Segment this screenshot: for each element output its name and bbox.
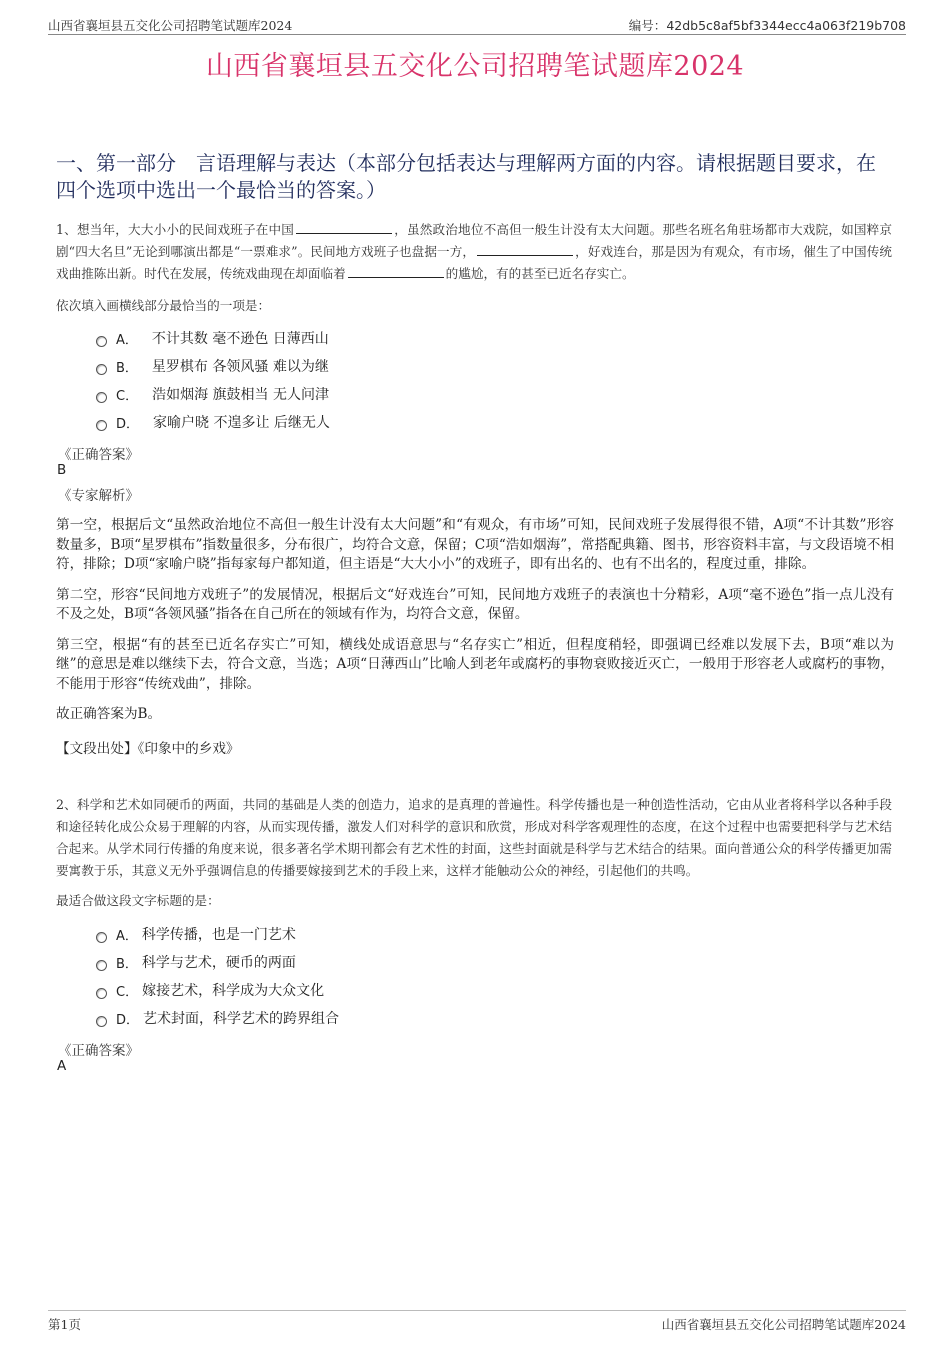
- option-text: 浩如烟海 旗鼓相当 无人问津: [152, 387, 329, 403]
- header-code-label: 编号：: [628, 18, 667, 33]
- footer-page-number: 第1页: [48, 1317, 81, 1332]
- radio-icon[interactable]: [96, 988, 107, 999]
- option-key: B．: [116, 360, 138, 376]
- radio-icon[interactable]: [96, 960, 107, 971]
- q2-option-c[interactable]: [96, 976, 339, 1004]
- question-1-options: [96, 324, 330, 436]
- analysis-conclusion: 故正确答案为B。: [56, 706, 162, 722]
- question-1-text: [56, 219, 892, 285]
- analysis-paragraph-2: 第二空，形容“民间地方戏班子”的发展情况，根据后文“好戏连台”可知，民间地方戏班子的表演也十分精彩，A项“毫不逊色”指一点儿没有不及之处，B项“各领风骚”指各在自己所在的领域有作为，均符合文意，保留。: [56, 586, 894, 622]
- q1-text-part-4: 的尴尬，有的甚至已近名存实亡。: [445, 266, 635, 281]
- q1-option-b[interactable]: [96, 352, 330, 380]
- q1-text-part-3: ，好戏连台，那是因为有观众，有市场，催生了中国传统戏曲推陈出新。时代在发展，传统戏曲现在却面临着: [56, 244, 892, 281]
- radio-icon[interactable]: [96, 336, 107, 347]
- option-key: A．: [116, 332, 138, 348]
- q1-text-part-2: ，虽然政治地位不高但一般生计没有太大问题。那些名班名角驻场都市大戏院，如国粹京剧“四大名旦”无论到哪演出都是“一票难求”。民间地方戏班子也盘据一方，: [56, 222, 893, 259]
- option-text: 星罗棋布 各领风骚 难以为继: [151, 359, 329, 375]
- radio-icon[interactable]: [96, 364, 107, 375]
- q2-answer-value: A: [57, 1058, 67, 1074]
- option-text: 家喻户晓 不遑多让 后继无人: [153, 415, 330, 431]
- option-text: 艺术封面，科学艺术的跨界组合: [143, 1011, 340, 1027]
- section-heading: 一、第一部分 言语理解与表达（本部分包括表达与理解两方面的内容。请根据题目要求，在四个选项中选出一个最恰当的答案。）: [56, 151, 876, 202]
- q2-option-d[interactable]: [96, 1004, 339, 1032]
- question-1-prompt: 依次填入画横线部分最恰当的一项是：: [56, 298, 271, 313]
- q1-analysis: [56, 516, 894, 770]
- footer-doc-title: 山西省襄垣县五交化公司招聘笔试题库2024: [661, 1317, 906, 1332]
- q1-answer-value: B: [57, 462, 67, 478]
- option-key: B．: [116, 956, 138, 972]
- q1-text-part-1: 1、想当年，大大小小的民间戏班子在中国: [56, 222, 295, 237]
- fill-blank-2: [477, 242, 573, 256]
- radio-icon[interactable]: [96, 932, 107, 943]
- q1-option-d[interactable]: [96, 408, 330, 436]
- question-2-text: 2、科学和艺术如同硬币的两面，共同的基础是人类的创造力，追求的是真理的普遍性。科学传播也是一种创造性活动，它由从业者将科学以各种手段和途径转化成公众易于理解的内容，从而实现传播，激发人们对科学的意识和欣赏，形成对科学客观理性的态度，在这个过程中也需要把科学与艺术结合起来。从学术同行传播的角度来说，很多著名学术期刊都会有艺术性的封面，这些封面就是科学与艺术结合的结果。面向普通公众的科学传播更加需要寓教于乐，其意义无外乎强调信息的传播要嫁接到艺术的手段上来，这样才能触动公众的神经，引起他们的共鸣。: [56, 797, 892, 878]
- radio-icon[interactable]: [96, 420, 107, 431]
- q1-option-a[interactable]: [96, 324, 330, 352]
- analysis-paragraph-3: 第三空，根据“有的甚至已近名存实亡”可知，横线处成语意思与“名存实亡”相近，但程度稍轻，即强调已经难以发展下去，B项“难以为继”的意思是难以继续下去，符合文意，当选；A项“日薄西山”比喻人到老年或腐朽的事物衰败接近灭亡，一般用于形容老人或腐朽的事物，不能用于形容“传统戏曲”，排除。: [56, 636, 894, 692]
- q2-option-b[interactable]: [96, 948, 339, 976]
- radio-icon[interactable]: [96, 1016, 107, 1027]
- option-key: A．: [116, 928, 138, 944]
- header-doc-title: 山西省襄垣县五交化公司招聘笔试题库2024: [48, 18, 293, 33]
- option-key: D．: [116, 416, 140, 432]
- q1-option-c[interactable]: [96, 380, 330, 408]
- header-doc-code: [629, 16, 906, 34]
- analysis-paragraph-1: 第一空，根据后文“虽然政治地位不高但一般生计没有太大问题”和“有观众，有市场”可知，民间戏班子发展得很不错，A项“不计其数”形容数量多，B项“星罗棋布”指数量很多，分布很广，均符合文意，保留；C项“浩如烟海”，常搭配典籍、图书，形容资料丰富，与文段语境不相符，排除；D项“家喻户晓”指每家每户都知道，但主语是“大大小小”的戏班子，即有出名的、也有不出名的，程度过重，排除。: [56, 517, 894, 572]
- page-title: 山西省襄垣县五交化公司招聘笔试题库2024: [205, 51, 745, 82]
- page-header: [48, 14, 906, 35]
- page-footer: [48, 1310, 906, 1331]
- q2-option-a[interactable]: [96, 920, 339, 948]
- fill-blank-3: [348, 264, 444, 278]
- q1-answer-label: 《正确答案》: [58, 447, 139, 463]
- fill-blank-1: [296, 220, 392, 234]
- analysis-source: 【文段出处】《印象中的乡戏》: [56, 740, 240, 757]
- q1-analysis-label: 《专家解析》: [58, 488, 139, 504]
- option-key: C．: [116, 984, 139, 1000]
- header-code-value: 42db5c8af5bf3344ecc4a063f219b708: [666, 18, 906, 33]
- option-key: D．: [116, 1012, 140, 1028]
- question-2-options: [96, 920, 339, 1032]
- option-text: 不计其数 毫不逊色 日薄西山: [151, 331, 329, 347]
- option-key: C．: [116, 388, 139, 404]
- radio-icon[interactable]: [96, 392, 107, 403]
- option-text: 嫁接艺术，科学成为大众文化: [142, 983, 325, 999]
- option-text: 科学传播，也是一门艺术: [141, 927, 296, 943]
- q2-answer-label: 《正确答案》: [58, 1043, 139, 1059]
- option-text: 科学与艺术，硬币的两面: [141, 955, 296, 971]
- question-2-prompt: 最适合做这段文字标题的是：: [56, 893, 220, 908]
